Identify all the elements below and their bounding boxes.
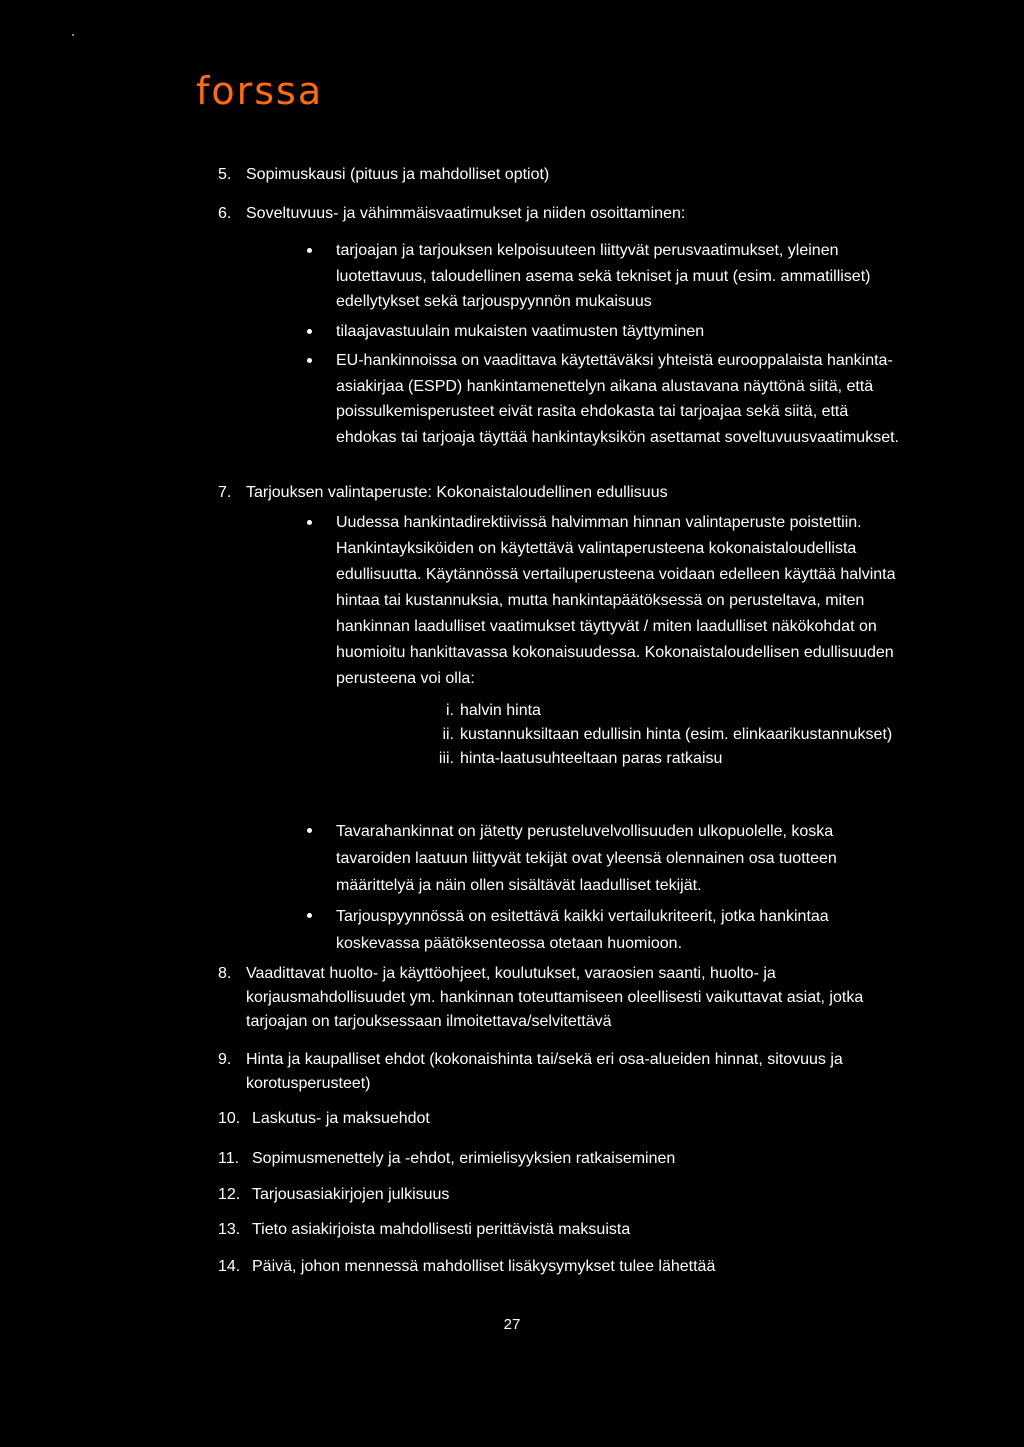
item-number: 10. bbox=[218, 1110, 241, 1127]
item-14 bbox=[218, 1256, 715, 1278]
item-number: 7. bbox=[218, 484, 232, 501]
item-text: Päivä, johon mennessä mahdolliset lisäkysymykset tulee lähettää bbox=[252, 1258, 716, 1275]
bullet-item: tarjoajan ja tarjouksen kelpoisuuteen liittyvät perusvaatimukset, yleinen luotettavuus, taloudellinen asema sekä tekniset ja muut (esim. ammatilliset) edellytykset sekä tarjouspyynnön mukaisuus bbox=[302, 238, 902, 315]
item-number: 11. bbox=[218, 1150, 240, 1167]
item-11 bbox=[218, 1148, 675, 1170]
bullet-item: Uudessa hankintadirektiivissä halvimman hinnan valintaperuste poistettiin. Hankintayksiköiden on käytettävä valintaperusteena kokonaistaloudellista edullisuutta. Käytännössä vertailuperusteena voidaan edelleen käyttää halvinta hintaa tai kustannuksia, mutta hankintapäätöksessä on perusteltava, miten hankinnan laadulliset vaatimukset täyttyvät / miten laadulliset näkökohdat on huomioitu hankittavassa kokonaisuudessa. Kokonaistaloudellisen edullisuuden perusteena voi olla: bbox=[302, 510, 902, 692]
bullet-list-7a bbox=[302, 510, 902, 692]
forssa-logo: forssa bbox=[196, 69, 324, 113]
roman-item bbox=[398, 747, 918, 771]
bullet-list-7b bbox=[302, 818, 902, 957]
item-number: 9. bbox=[218, 1051, 232, 1068]
bullet-item: tilaajavastuulain mukaisten vaatimusten täyttyminen bbox=[302, 319, 902, 345]
page-number: 27 bbox=[503, 1316, 521, 1333]
item-number: 13. bbox=[218, 1221, 241, 1238]
item-7 bbox=[218, 482, 668, 504]
item-8 bbox=[218, 962, 898, 1034]
item-text: Laskutus- ja maksuehdot bbox=[252, 1110, 430, 1127]
roman-numeral: iii. bbox=[438, 750, 454, 767]
item-number: 5. bbox=[218, 166, 232, 183]
item-text: Tieto asiakirjoista mahdollisesti perittävistä maksuista bbox=[252, 1221, 631, 1238]
item-10 bbox=[218, 1108, 430, 1130]
bullet-item: EU-hankinnoissa on vaadittava käytettäväksi yhteistä eurooppalaista hankinta-asiakirjaa (ESPD) hankintamenettelyn aikana alustavana näyttönä siitä, että poissulkemisperusteet eivät rasita ehdokasta tai tarjoajaa sekä siitä, että ehdokas tai tarjoaja täyttää hankintayksikön asettamat soveltuvuusvaatimukset. bbox=[302, 348, 902, 450]
roman-item bbox=[398, 723, 918, 747]
bullet-list-6 bbox=[302, 238, 902, 450]
item-text: Sopimusmenettely ja -ehdot, erimielisyyksien ratkaiseminen bbox=[252, 1150, 676, 1167]
item-text: Tarjouksen valintaperuste: Kokonaistaloudellinen edullisuus bbox=[246, 484, 668, 501]
item-number: 14. bbox=[218, 1258, 241, 1275]
roman-item bbox=[398, 699, 918, 723]
item-9 bbox=[218, 1048, 898, 1096]
bullet-item: Tavarahankinnat on jätetty perusteluvelvollisuuden ulkopuolelle, koska tavaroiden laatuun liittyvät tekijät ovat yleensä olennainen osa tuotteen määrittelyä ja näin ollen sisältävät laadulliset tekijät. bbox=[302, 818, 902, 899]
item-12 bbox=[218, 1184, 449, 1206]
item-text: Vaadittavat huolto- ja käyttöohjeet, koulutukset, varaosien saanti, huolto- ja korjausmahdollisuudet ym. hankinnan toteuttamiseen oleellisesti vaikuttavat asiat, jotka tarjoajan on tarjouksessaan ilmoitettava/selvitettävä bbox=[246, 965, 864, 1030]
item-text: Tarjousasiakirjojen julkisuus bbox=[252, 1186, 450, 1203]
roman-numeral: i. bbox=[446, 702, 454, 719]
item-text: Soveltuvuus- ja vähimmäisvaatimukset ja niiden osoittaminen: bbox=[246, 205, 686, 222]
scan-speck bbox=[72, 34, 74, 36]
roman-text: kustannuksiltaan edullisin hinta (esim. elinkaarikustannukset) bbox=[460, 726, 893, 743]
roman-numeral: ii. bbox=[442, 726, 454, 743]
item-5 bbox=[218, 164, 549, 186]
item-text: Sopimuskausi (pituus ja mahdolliset optiot) bbox=[246, 166, 550, 183]
item-number: 8. bbox=[218, 965, 232, 982]
item-number: 6. bbox=[218, 205, 232, 222]
roman-list bbox=[398, 699, 918, 771]
item-13 bbox=[218, 1219, 630, 1241]
roman-text: hinta-laatusuhteeltaan paras ratkaisu bbox=[460, 750, 723, 767]
bullet-item: Tarjouspyynnössä on esitettävä kaikki vertailukriteerit, jotka hankintaa koskevassa päätöksenteossa otetaan huomioon. bbox=[302, 903, 902, 957]
roman-text: halvin hinta bbox=[460, 702, 541, 719]
item-text: Hinta ja kaupalliset ehdot (kokonaishinta tai/sekä eri osa-alueiden hinnat, sitovuus ja korotusperusteet) bbox=[246, 1051, 843, 1092]
item-number: 12. bbox=[218, 1186, 241, 1203]
item-6 bbox=[218, 203, 685, 225]
